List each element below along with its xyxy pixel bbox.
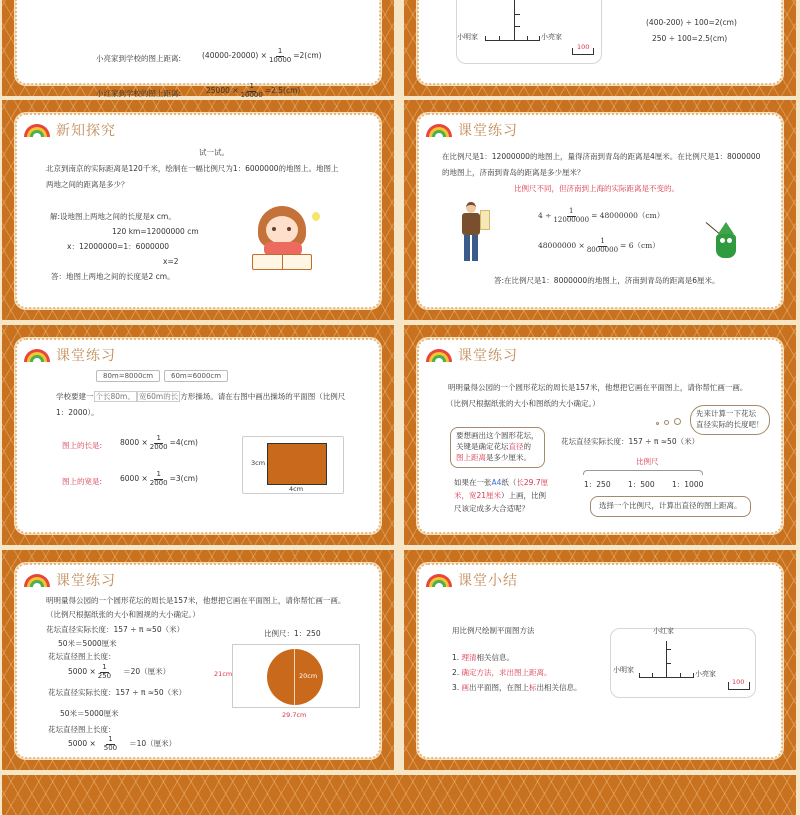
- calc-line-1: 花坛直径实际长度：157 ÷ π ≈50（米）: [46, 625, 185, 634]
- width-conversion-tag: 60m=6000cm: [164, 370, 228, 382]
- slide-title: 课堂练习: [56, 573, 116, 589]
- row2-label: 小红家到学校的图上距离:: [96, 89, 182, 98]
- problem-line-1: 北京到南京的实际距离是120千米，绘制在一幅比例尺为1：6000000的地图上。地图上: [46, 164, 339, 173]
- slide-title: 课堂练习: [56, 348, 116, 364]
- problem-line-1: 明明量得公园的一个圆形花坛的周长是157米，他想把它画在平面图上，请你帮忙画一画。: [448, 383, 748, 392]
- a4-paper-diagram: [232, 644, 360, 708]
- xiaoming-label: 小明家: [613, 666, 634, 674]
- scale-option-2[interactable]: 1：500: [628, 480, 655, 489]
- slide-header: [24, 570, 116, 590]
- slide-9[interactable]: [2, 775, 796, 815]
- slide-title: 课堂小结: [458, 573, 518, 589]
- calc-line-5: 花坛直径实际长度：157 ÷ π ≈50（米）: [48, 688, 187, 697]
- problem-line-2: 1：2000）。: [56, 408, 99, 417]
- xiaoliang-label: 小亮家: [541, 33, 562, 41]
- problem-line-2: 两地之间的距离是多少？: [46, 180, 129, 189]
- scale-brace: [583, 470, 703, 475]
- problem-line-1: 在比例尺是1：12000000的地图上，量得济南到青岛的距离是4厘米。在比例尺是1：8000000: [442, 152, 761, 161]
- slide-2[interactable]: [404, 0, 796, 96]
- rect-height-label: 3cm: [251, 459, 266, 467]
- slide-2-card: [418, 0, 782, 84]
- calc-line-8: 5000 × $\frac{1}{500}$ ＝10（厘米）: [68, 735, 177, 752]
- problem-line-2: （比例尺根据纸张的大小和图纸的大小确定。）: [446, 399, 600, 408]
- choose-scale-bubble: 选择一个比例尺，计算出直径的图上距离。: [590, 496, 751, 517]
- xiaohong-label: 小红家: [653, 627, 674, 635]
- rainbow-icon: [426, 573, 452, 587]
- rainbow-icon: [24, 573, 50, 587]
- summary-heading: 用比例尺绘制平面图方法: [452, 626, 535, 635]
- slide-3[interactable]: [2, 100, 394, 320]
- answer: 答：地图上两地之间的长度是2 cm。: [51, 272, 175, 281]
- slide-7-card: [16, 564, 380, 758]
- row1-expression: (40000-20000) × $\frac{1}{10000}$ =2(cm): [202, 47, 322, 64]
- calc-line-3: 花坛直径图上长度：: [48, 652, 116, 661]
- xiaoming-label: 小明家: [457, 33, 478, 41]
- rainbow-icon: [24, 348, 50, 362]
- rainbow-icon: [24, 123, 50, 137]
- calc-line-7: 花坛直径图上长度：: [48, 725, 116, 734]
- row2-expression: 25000 × $\frac{1}{10000}$ =2.5(cm): [206, 82, 301, 99]
- paper-height-label: 21cm: [214, 670, 233, 678]
- scale-label: 100: [732, 678, 745, 686]
- scale-option-3[interactable]: 1：1000: [672, 480, 704, 489]
- solution-1: 解:设地图上两地之间的长度是x cm。: [50, 212, 176, 221]
- girl-reading-illustration: [246, 204, 326, 276]
- calc-line-2: 50米＝5000厘米: [58, 639, 117, 648]
- problem-line-1: 明明量得公园的一个圆形花坛的周长是157米，他想把它画在平面图上，请你帮忙画一画。: [46, 596, 346, 605]
- length-expression: 8000 × $\frac{1}{2000}$ =4(cm): [120, 434, 198, 451]
- slide-3-card: [16, 114, 380, 308]
- slide-8[interactable]: [404, 550, 796, 770]
- slide-title: 课堂练习: [458, 123, 518, 139]
- rect-width-label: 4cm: [289, 485, 304, 493]
- length-conversion-tag: 80m=8000cm: [96, 370, 160, 382]
- scale-title: 比例尺: [636, 457, 659, 466]
- slide-header: [24, 120, 116, 140]
- thought-cloud: 先来计算一下花坛 直径实际的长度吧！: [690, 405, 770, 435]
- solution-2: 120 km=12000000 cm: [112, 227, 199, 236]
- problem-line-2: 的地图上，济南到青岛的距离是多少厘米？: [442, 168, 585, 177]
- calc-line-4: 5000 × $\frac{1}{250}$ ＝20（厘米）: [68, 663, 171, 680]
- problem-line-1: 学校要建一 个长80m、 宽60m的长 方形操场。请在右图中画出操场的平面图（比例尺: [56, 392, 346, 401]
- solution-4: x=2: [163, 257, 179, 266]
- xiaoliang-label: 小亮家: [695, 670, 716, 678]
- diameter-calc: 花坛直径实际长度：157 ÷ π ≈50（米）: [561, 437, 700, 446]
- rainbow-icon: [426, 123, 452, 137]
- map-diagram: [610, 628, 756, 698]
- slide-title: 课堂练习: [458, 348, 518, 364]
- pencil-character-illustration: [706, 218, 736, 260]
- slide-6[interactable]: [404, 325, 796, 545]
- playground-rectangle: [267, 443, 327, 485]
- calc-1: (400-200) ÷ 100=2(cm): [646, 18, 737, 27]
- slide-4[interactable]: [404, 100, 796, 320]
- subtitle: 试一试。: [199, 148, 229, 157]
- slide-4-card: [418, 114, 782, 308]
- calc-2: 250 ÷ 100=2.5(cm): [652, 34, 728, 43]
- slide-header: [426, 345, 518, 365]
- length-label: 图上的长是:: [62, 441, 103, 450]
- map-diagram: [456, 0, 602, 64]
- hint-text: 比例尺不同，但济南到上海的实际距离是不变的。: [514, 184, 679, 193]
- slide-6-card: [418, 339, 782, 533]
- slide-5[interactable]: [2, 325, 394, 545]
- scale-label: 比例尺：1：250: [264, 629, 321, 638]
- playground-diagram: [242, 436, 344, 494]
- a4-question: 如果在一张A4纸（长29.7厘 米，宽21厘米）上画，比例 尺该定成多大合适呢？: [454, 478, 549, 513]
- slide-header: [426, 570, 518, 590]
- width-expression: 6000 × $\frac{1}{2000}$ =3(cm): [120, 470, 198, 487]
- scale-option-1[interactable]: 1：250: [584, 480, 611, 489]
- step-1: 1. 理清相关信息。: [452, 653, 515, 662]
- teacher-illustration: [460, 202, 490, 264]
- step-2: 2. 确定方法，求出图上距离。: [452, 668, 552, 677]
- equation-2: 48000000 × $\frac{1}{8000000}$ = 6（cm）: [538, 237, 660, 254]
- width-label: 图上的宽是:: [62, 477, 103, 486]
- problem-line-2: （比例尺根据纸张的大小和圆规的大小确定。）: [46, 610, 200, 619]
- answer: 答:在比例尺是1：8000000的地图上，济南到青岛的距离是6厘米。: [494, 276, 720, 285]
- calc-line-6: 50米＝5000厘米: [60, 709, 119, 718]
- row1-label: 小亮家到学校的图上距离:: [96, 54, 182, 63]
- lightbulb-icon: [312, 212, 320, 221]
- paper-width-label: 29.7cm: [282, 711, 307, 719]
- equation-1: 4 ÷ $\frac{1}{12000000}$ = 48000000（cm）: [538, 207, 665, 224]
- solution-3: x：12000000=1：6000000: [67, 242, 170, 251]
- speech-bubble-key: 要想画出这个圆形花坛， 关键是确定花坛直径的 图上距离是多少厘米。: [450, 427, 545, 468]
- slide-1-card: [16, 0, 380, 99]
- slide-8-card: [418, 564, 782, 758]
- slide-header: [426, 120, 518, 140]
- slide-5-card: [16, 339, 380, 533]
- step-3: 3. 画出平面图，在图上标出相关信息。: [452, 683, 582, 692]
- slide-title: 新知探究: [56, 123, 116, 139]
- slide-1[interactable]: [2, 0, 394, 99]
- slide-header: [24, 345, 116, 365]
- scale-label: 100: [577, 43, 590, 51]
- circle-diameter-label: 20cm: [299, 672, 318, 680]
- rainbow-icon: [426, 348, 452, 362]
- slide-7[interactable]: [2, 550, 394, 770]
